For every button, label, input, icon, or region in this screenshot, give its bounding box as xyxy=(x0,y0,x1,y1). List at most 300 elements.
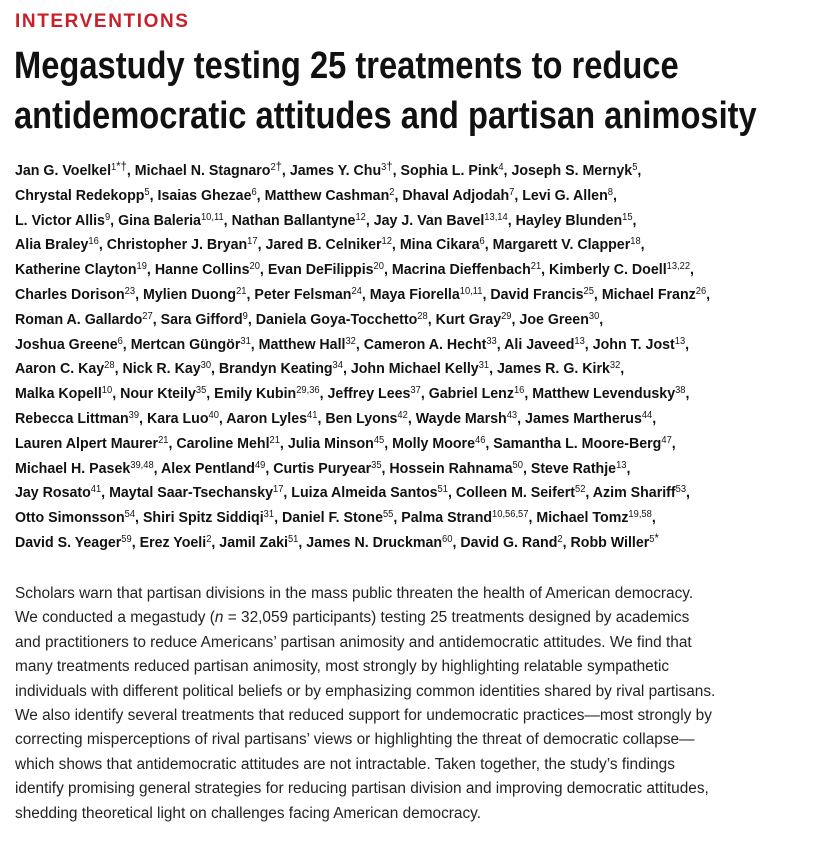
abstract-line xyxy=(15,606,835,630)
author-name: Luiza Almeida Santos xyxy=(291,484,438,502)
author-name: Alex Pentland xyxy=(161,459,255,477)
author-separator: , xyxy=(503,162,512,179)
author-name: Samantha L. Moore-Berg xyxy=(493,434,662,452)
author-separator: , xyxy=(298,533,307,551)
author-separator: , xyxy=(257,236,266,254)
author-affiliation: 39 xyxy=(128,409,140,421)
author-name: Palma Strand xyxy=(401,509,493,527)
author-name: Charles Dorison xyxy=(15,285,125,303)
author-affiliation: 1*† xyxy=(111,159,127,173)
author-list xyxy=(15,159,799,556)
author-separator: , xyxy=(250,335,259,353)
author-affiliation: 6 xyxy=(117,335,123,347)
author-name: Mina Cikara xyxy=(399,236,480,254)
author-separator: , xyxy=(652,409,657,427)
author-separator: , xyxy=(365,211,374,229)
author-name: Chrystal Redekopp xyxy=(15,186,145,204)
author-name: Sara Gifford xyxy=(160,310,243,328)
author-name: James N. Druckman xyxy=(306,533,443,551)
author-name: Ben Lyons xyxy=(325,409,398,427)
author-separator: , xyxy=(110,211,119,229)
author-affiliation: 53 xyxy=(675,484,687,496)
author-separator: , xyxy=(274,509,282,527)
author-affiliation: 5* xyxy=(649,530,659,545)
author-separator: , xyxy=(393,509,402,527)
author-line xyxy=(15,457,799,482)
author-name: Nour Kteily xyxy=(120,385,196,403)
author-separator: , xyxy=(632,211,637,229)
author-separator: , xyxy=(541,261,550,279)
abstract-text: n xyxy=(214,609,224,627)
author-separator: , xyxy=(685,335,690,353)
author-affiliation: 20 xyxy=(249,261,260,273)
author-separator: , xyxy=(265,459,274,477)
author-affiliation: 26 xyxy=(695,285,707,297)
author-name: Brandyn Keating xyxy=(218,360,333,378)
author-separator: , xyxy=(452,533,461,551)
author-separator: , xyxy=(218,409,227,427)
abstract-text: We also identify several treatments that reduced support for undemocratic practices—most strongly by xyxy=(15,707,712,725)
author-affiliation: 10,11 xyxy=(200,211,224,223)
abstract-line xyxy=(15,655,835,679)
author-name: Joshua Greene xyxy=(15,335,118,353)
author-affiliation: 6 xyxy=(251,186,257,198)
author-separator: , xyxy=(153,459,162,477)
author-mark: † xyxy=(275,159,282,173)
author-name: Joe Green xyxy=(519,310,589,328)
author-line xyxy=(15,283,799,308)
author-separator: , xyxy=(671,434,676,452)
author-name: John T. Jost xyxy=(592,335,675,353)
author-separator: , xyxy=(135,285,143,303)
author-affiliation: 40 xyxy=(208,409,219,421)
author-name: James Martherus xyxy=(525,409,642,427)
author-separator: , xyxy=(407,409,416,427)
author-affiliation: 21 xyxy=(269,434,280,446)
author-affiliation: 29 xyxy=(501,310,512,322)
author-separator: , xyxy=(256,186,265,204)
author-affiliation: 55 xyxy=(382,509,394,521)
abstract-line xyxy=(15,704,835,728)
author-name: Lauren Alpert Maurer xyxy=(15,434,159,452)
author-separator: , xyxy=(392,162,401,179)
abstract-text: = 32,059 participants) testing 25 treatments designed by academics xyxy=(223,609,690,627)
author-mark: † xyxy=(386,159,393,173)
author-affiliation: 24 xyxy=(351,285,362,297)
author-affiliation: 43 xyxy=(506,409,518,421)
author-name: Otto Simonsson xyxy=(15,509,125,527)
author-name: Sophia L. Pink xyxy=(400,162,499,179)
author-name: Roman A. Gallardo xyxy=(15,310,143,328)
abstract-text: identify promising general strategies for reducing partisan division and improving democratic attitudes, xyxy=(15,780,709,798)
author-name: Macrina Dieffenbach xyxy=(391,261,531,279)
author-name: James Y. Chu xyxy=(289,162,382,179)
abstract-line xyxy=(15,753,835,777)
author-affiliation: 30 xyxy=(588,310,600,322)
section-label: INTERVENTIONS xyxy=(15,11,190,32)
author-name: Evan DeFilippis xyxy=(267,261,374,279)
author-name: Steve Rathje xyxy=(530,459,617,477)
author-affiliation: 49 xyxy=(254,459,266,471)
author-affiliation: 44 xyxy=(641,409,653,421)
abstract-text: Scholars warn that partisan divisions in the mass public threaten the health of American democracy. xyxy=(15,585,694,602)
author-separator: , xyxy=(247,310,256,328)
author-separator: , xyxy=(593,285,602,303)
author-affiliation: 54 xyxy=(124,509,136,521)
author-name: Hayley Blunden xyxy=(515,211,623,229)
author-separator: , xyxy=(223,211,232,229)
author-affiliation: 28 xyxy=(417,310,428,322)
author-line xyxy=(15,357,799,382)
author-name: Michael Franz xyxy=(601,285,696,303)
author-separator: , xyxy=(319,385,328,403)
author-separator: , xyxy=(122,335,131,353)
author-separator: , xyxy=(511,310,520,328)
author-separator: , xyxy=(620,360,625,378)
abstract-line xyxy=(15,582,835,606)
author-name: Hossein Rahnama xyxy=(389,459,513,477)
author-name: Christopher J. Bryan xyxy=(106,236,248,254)
author-affiliation: 35 xyxy=(371,459,382,471)
author-affiliation: 16 xyxy=(513,385,525,397)
author-name: Joseph S. Mernyk xyxy=(511,162,633,179)
author-separator: , xyxy=(447,484,456,502)
author-separator: , xyxy=(114,360,123,378)
author-affiliation: 33 xyxy=(486,335,497,347)
author-affiliation: 9 xyxy=(242,310,248,322)
author-separator: , xyxy=(427,310,436,328)
author-affiliation: 46 xyxy=(474,434,486,446)
author-affiliation: 12 xyxy=(381,236,392,248)
author-affiliation: 32 xyxy=(345,335,356,347)
author-affiliation: 41 xyxy=(90,484,102,496)
author-affiliation: 39,48 xyxy=(130,459,154,471)
article-title xyxy=(14,41,757,141)
author-name: Cameron A. Hecht xyxy=(363,335,487,353)
author-separator: , xyxy=(637,162,642,179)
author-name: Julia Minson xyxy=(287,434,374,452)
author-name: Molly Moore xyxy=(392,434,475,452)
abstract-line xyxy=(15,728,835,752)
author-affiliation: 41 xyxy=(307,409,318,421)
author-line xyxy=(15,481,799,506)
author-separator: , xyxy=(517,409,526,427)
author-name: Gina Baleria xyxy=(118,211,201,229)
author-separator: , xyxy=(485,434,494,452)
author-name: Shiri Spitz Siddiqi xyxy=(142,509,264,527)
author-separator: , xyxy=(528,509,537,527)
author-affiliation: 51 xyxy=(437,484,448,496)
author-separator: , xyxy=(126,162,135,179)
author-name: Kurt Gray xyxy=(435,310,502,328)
author-mark: * xyxy=(654,530,659,545)
author-name: Robb Willer xyxy=(570,533,650,551)
author-affiliation: 17 xyxy=(247,236,258,248)
author-name: L. Victor Allis xyxy=(15,211,105,229)
author-affiliation: 2 xyxy=(557,533,563,545)
author-line xyxy=(15,209,799,234)
author-name: Curtis Puryear xyxy=(273,459,372,477)
author-name: David Francis xyxy=(490,285,584,303)
author-affiliation: 21 xyxy=(530,261,542,273)
author-separator: , xyxy=(279,434,288,452)
author-affiliation: 30 xyxy=(200,360,212,372)
author-name: Daniela Goya-Tocchetto xyxy=(255,310,418,328)
author-line xyxy=(15,184,799,209)
author-name: Daniel F. Stone xyxy=(281,509,383,527)
author-name: Jay J. Van Bavel xyxy=(373,211,485,229)
author-separator: , xyxy=(626,459,631,477)
abstract-text: shedding theoretical light on challenges facing American democracy. xyxy=(15,804,481,822)
author-name: Jamil Zaki xyxy=(219,533,288,551)
author-affiliation: 10,56,57 xyxy=(492,509,529,521)
author-separator: , xyxy=(281,162,290,179)
author-name: Michael N. Stagnaro xyxy=(134,162,271,179)
author-name: Colleen M. Seifert xyxy=(455,484,576,502)
abstract-line xyxy=(15,777,835,801)
author-name: Maytal Saar-Tsechansky xyxy=(109,484,274,502)
author-affiliation: 13 xyxy=(674,335,686,347)
author-separator: , xyxy=(139,409,147,427)
author-affiliation: 17 xyxy=(273,484,284,496)
article-title-line: Megastudy testing 25 treatments to reduce xyxy=(14,45,679,87)
author-name: Malka Kopell xyxy=(15,385,102,403)
author-line xyxy=(15,432,799,457)
author-separator: , xyxy=(706,285,711,303)
author-name: Jeffrey Lees xyxy=(327,385,411,403)
author-name: Kara Luo xyxy=(146,409,209,427)
author-name: Maya Fiorella xyxy=(369,285,460,303)
author-separator: , xyxy=(522,459,531,477)
author-affiliation: 31 xyxy=(478,360,490,372)
author-affiliation: 29,36 xyxy=(296,385,320,397)
author-separator: , xyxy=(149,186,158,204)
article-title-line: antidemocratic attitudes and partisan animosity xyxy=(14,95,757,137)
author-separator: , xyxy=(514,186,523,204)
author-affiliation: 59 xyxy=(121,533,132,545)
author-name: Mylien Duong xyxy=(142,285,237,303)
author-separator: , xyxy=(135,509,143,527)
author-affiliation: 7 xyxy=(509,186,515,198)
abstract-line xyxy=(15,680,835,704)
author-name: Azim Shariff xyxy=(592,484,676,502)
author-name: David S. Yeager xyxy=(15,533,122,551)
author-affiliation: 38 xyxy=(675,385,686,397)
author-name: Michael H. Pasek xyxy=(15,459,131,477)
author-name: Dhaval Adjodah xyxy=(402,186,510,204)
author-separator: , xyxy=(317,409,326,427)
author-separator: , xyxy=(283,484,292,502)
author-name: Nathan Ballantyne xyxy=(231,211,356,229)
author-affiliation: 13 xyxy=(616,459,627,471)
author-name: Levi G. Allen xyxy=(522,186,608,204)
author-separator: , xyxy=(484,236,493,254)
author-separator: , xyxy=(355,335,364,353)
author-name: Isaias Ghezae xyxy=(157,186,252,204)
author-separator: , xyxy=(259,261,268,279)
author-affiliation: 2 xyxy=(389,186,395,198)
author-affiliation: 27 xyxy=(142,310,153,322)
author-affiliation: 21 xyxy=(158,434,169,446)
author-separator: , xyxy=(211,360,219,378)
author-name: Jan G. Voelkel xyxy=(15,162,112,179)
author-name: Caroline Mehl xyxy=(176,434,270,452)
author-affiliation: 5 xyxy=(144,186,150,198)
author-affiliation: 31 xyxy=(263,509,275,521)
author-name: Nick R. Kay xyxy=(122,360,201,378)
abstract-text: correcting misperceptions of rival partisans’ views or highlighting the threat of democratic collapse— xyxy=(15,731,695,749)
author-line xyxy=(15,233,799,258)
author-separator: , xyxy=(131,533,140,551)
author-name: Emily Kubin xyxy=(214,385,297,403)
author-separator: , xyxy=(206,385,215,403)
author-line xyxy=(15,382,799,407)
author-name: Ali Javeed xyxy=(504,335,575,353)
author-affiliation: 10,11 xyxy=(459,285,483,297)
author-affiliation: 50 xyxy=(512,459,523,471)
author-line xyxy=(15,407,799,432)
author-separator: , xyxy=(381,459,390,477)
author-affiliation: 35 xyxy=(195,385,207,397)
author-name: Wayde Marsh xyxy=(415,409,507,427)
author-separator: , xyxy=(98,236,107,254)
author-affiliation: 34 xyxy=(332,360,343,372)
author-separator: , xyxy=(246,285,255,303)
author-affiliation: 19,58 xyxy=(628,509,652,521)
author-affiliation: 52 xyxy=(575,484,586,496)
author-separator: , xyxy=(524,385,533,403)
author-name: Katherine Clayton xyxy=(15,261,137,279)
author-separator: , xyxy=(690,261,694,279)
author-affiliation: 3† xyxy=(381,159,393,173)
author-affiliation: 60 xyxy=(442,533,453,545)
author-separator: , xyxy=(685,385,690,403)
author-affiliation: 13,14 xyxy=(484,211,508,223)
author-line xyxy=(15,506,799,531)
author-affiliation: 28 xyxy=(104,360,115,372)
author-affiliation: 8 xyxy=(607,186,613,198)
author-line xyxy=(15,333,799,358)
author-affiliation: 21 xyxy=(236,285,247,297)
author-separator: , xyxy=(562,533,571,551)
author-separator: , xyxy=(651,509,656,527)
author-separator: , xyxy=(686,484,690,502)
abstract-text: which shows that antidemocratic attitudes are not intractable. Taken together, the study’s findings xyxy=(15,755,675,773)
author-affiliation: 2† xyxy=(270,159,282,173)
author-separator: , xyxy=(599,310,604,328)
abstract-text: individuals with different political beliefs or by emphasizing common identities shared by rival partisans. xyxy=(15,682,716,700)
author-separator: , xyxy=(496,335,505,353)
author-separator: , xyxy=(101,484,110,502)
abstract-text: We conducted a megastudy ( xyxy=(15,609,215,627)
author-separator: , xyxy=(585,484,593,502)
author-separator: , xyxy=(146,261,155,279)
author-affiliation: 45 xyxy=(373,434,385,446)
author-name: Jay Rosato xyxy=(15,484,91,502)
author-affiliation: 9 xyxy=(104,211,111,223)
author-name: Peter Felsman xyxy=(254,285,352,303)
author-separator: , xyxy=(342,360,351,378)
author-affiliation: 13 xyxy=(574,335,585,347)
author-name: Gabriel Lenz xyxy=(428,385,514,403)
author-separator: , xyxy=(361,285,370,303)
author-separator: , xyxy=(507,211,516,229)
author-affiliation: 32 xyxy=(609,360,621,372)
author-mark: *† xyxy=(116,159,127,173)
author-name: Margarett V. Clapper xyxy=(492,236,631,254)
author-separator: , xyxy=(420,385,429,403)
author-affiliation: 20 xyxy=(373,261,384,273)
author-name: Hanne Collins xyxy=(154,261,250,279)
author-affiliation: 15 xyxy=(622,211,633,223)
author-affiliation: 6 xyxy=(479,236,485,248)
author-separator: , xyxy=(384,434,393,452)
author-affiliation: 4 xyxy=(498,162,504,173)
author-name: James R. G. Kirk xyxy=(497,360,610,378)
author-separator: , xyxy=(612,186,617,204)
author-name: Alia Braley xyxy=(15,236,89,254)
author-separator: , xyxy=(489,360,498,378)
abstract-text: and practitioners to reduce Americans’ partisan animosity and antidemocratic attitudes. We find that xyxy=(15,633,692,651)
author-line xyxy=(15,159,799,184)
author-name: Michael Tomz xyxy=(536,509,629,527)
author-name: Aaron Lyles xyxy=(226,409,308,427)
author-affiliation: 23 xyxy=(124,285,136,297)
author-affiliation: 5 xyxy=(632,162,638,173)
author-affiliation: 13,22 xyxy=(666,261,691,273)
author-name: Matthew Cashman xyxy=(264,186,390,204)
author-separator: , xyxy=(383,261,392,279)
author-separator: , xyxy=(394,186,403,204)
abstract-line xyxy=(15,631,835,655)
author-name: Kimberly C. Doell xyxy=(549,261,667,279)
author-separator: , xyxy=(211,533,220,551)
author-affiliation: 25 xyxy=(583,285,594,297)
author-name: Mertcan Güngör xyxy=(130,335,241,353)
abstract-line xyxy=(15,802,835,826)
author-separator: , xyxy=(482,285,491,303)
author-affiliation: 12 xyxy=(355,211,366,223)
author-line xyxy=(15,308,799,333)
author-separator: , xyxy=(584,335,593,353)
author-affiliation: 2 xyxy=(206,533,212,545)
author-affiliation: 51 xyxy=(287,533,299,545)
author-separator: , xyxy=(640,236,645,254)
author-affiliation: 37 xyxy=(410,385,421,397)
author-separator: , xyxy=(112,385,121,403)
author-affiliation: 18 xyxy=(630,236,641,248)
author-separator: , xyxy=(168,434,177,452)
author-name: Matthew Levendusky xyxy=(532,385,676,403)
author-name: Matthew Hall xyxy=(258,335,346,353)
author-name: Aaron C. Kay xyxy=(15,360,105,378)
author-separator: , xyxy=(152,310,161,328)
author-name: Erez Yoeli xyxy=(139,533,207,551)
abstract xyxy=(15,582,835,826)
author-affiliation: 47 xyxy=(661,434,672,446)
author-name: Jared B. Celniker xyxy=(265,236,382,254)
author-affiliation: 31 xyxy=(240,335,251,347)
author-name: Rebecca Littman xyxy=(15,409,129,427)
author-affiliation: 42 xyxy=(397,409,408,421)
author-line xyxy=(15,258,799,283)
author-name: John Michael Kelly xyxy=(350,360,479,378)
author-separator: , xyxy=(391,236,400,254)
author-line xyxy=(15,531,799,556)
author-name: David G. Rand xyxy=(460,533,558,551)
author-affiliation: 19 xyxy=(136,261,147,273)
author-affiliation: 16 xyxy=(88,236,99,248)
